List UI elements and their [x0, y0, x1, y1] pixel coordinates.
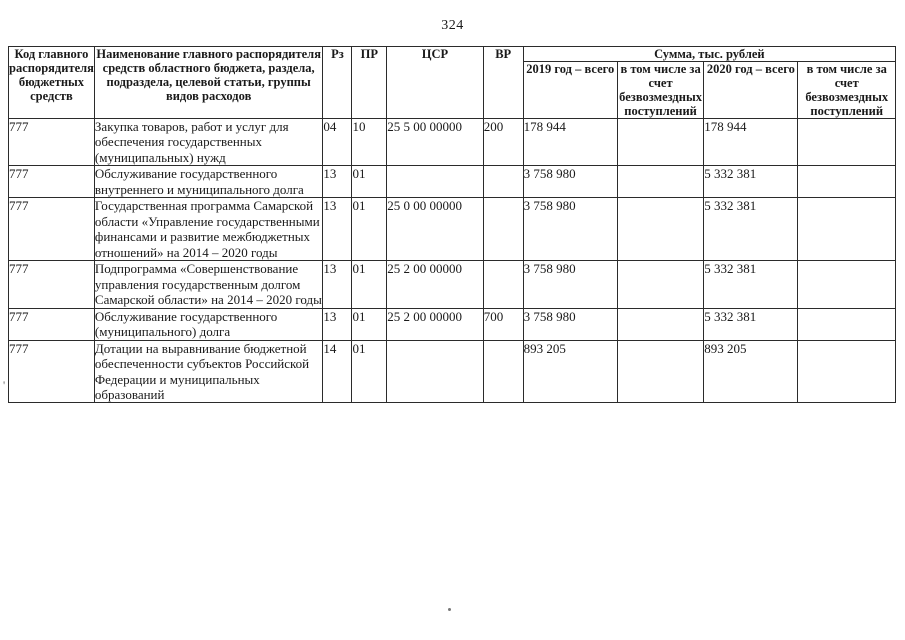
table-row: [9, 198, 896, 261]
cell-rz: 13: [323, 308, 352, 340]
cell-tsr: 25 0 00 00000: [387, 198, 484, 261]
cell-rz: 13: [323, 261, 352, 308]
cell-pr: 01: [352, 261, 387, 308]
header-year-2020-subsidies: в том числе за счет безвозмездных поступлений: [798, 62, 896, 119]
table-row: [9, 166, 896, 198]
header-tsr: ЦСР: [387, 47, 484, 119]
page-number: 324: [441, 18, 464, 33]
cell-pr: 01: [352, 340, 387, 403]
cell-rz: 13: [323, 198, 352, 261]
cell-vr: 700: [483, 308, 523, 340]
cell-year-2020-subsidies: [798, 198, 896, 261]
cell-kod: 777: [9, 308, 95, 340]
cell-rz: 13: [323, 166, 352, 198]
cell-year-2019: 893 205: [523, 340, 617, 403]
cell-year-2019-subsidies: [617, 198, 703, 261]
cell-name: Обслуживание государственного (муниципального) долга: [94, 308, 323, 340]
cell-tsr: [387, 166, 484, 198]
cell-year-2019: 178 944: [523, 119, 617, 166]
cell-pr: 01: [352, 198, 387, 261]
cell-rz: 04: [323, 119, 352, 166]
header-sum-group: Сумма, тыс. рублей: [523, 47, 895, 62]
cell-vr: [483, 261, 523, 308]
table-row: [9, 308, 896, 340]
cell-year-2020: 893 205: [704, 340, 798, 403]
header-name: Наименование главного распорядителя средств областного бюджета, раздела, подраздела, целевой статьи, группы видов расходов: [94, 47, 323, 119]
cell-year-2019-subsidies: [617, 261, 703, 308]
cell-name: Дотации на выравнивание бюджетной обеспеченности субъектов Российской Федерации и муниципальных образований: [94, 340, 323, 403]
cell-tsr: 25 2 00 00000: [387, 308, 484, 340]
cell-vr: [483, 198, 523, 261]
cell-year-2019-subsidies: [617, 340, 703, 403]
cell-kod: 777: [9, 340, 95, 403]
cell-year-2019: 3 758 980: [523, 198, 617, 261]
cell-tsr: [387, 340, 484, 403]
cell-year-2020: 5 332 381: [704, 261, 798, 308]
cell-year-2020-subsidies: [798, 308, 896, 340]
cell-kod: 777: [9, 198, 95, 261]
table-row: [9, 119, 896, 166]
cell-year-2019-subsidies: [617, 308, 703, 340]
cell-year-2019-subsidies: [617, 119, 703, 166]
cell-year-2019-subsidies: [617, 166, 703, 198]
table-row: [9, 261, 896, 308]
scan-artifact-dot: [448, 608, 451, 611]
cell-vr: 200: [483, 119, 523, 166]
cell-year-2020: 5 332 381: [704, 198, 798, 261]
header-year-2020: 2020 год – всего: [704, 62, 798, 119]
cell-rz: 14: [323, 340, 352, 403]
cell-year-2019: 3 758 980: [523, 166, 617, 198]
cell-kod: 777: [9, 166, 95, 198]
cell-pr: 01: [352, 308, 387, 340]
cell-kod: 777: [9, 261, 95, 308]
cell-year-2020-subsidies: [798, 261, 896, 308]
cell-name: Государственная программа Самарской области «Управление государственными финансами и развитие межбюджетных отношений» на 2014 – 2020 годы: [94, 198, 323, 261]
header-year-2019: 2019 год – всего: [523, 62, 617, 119]
table-row: [9, 340, 896, 403]
cell-name: Подпрограмма «Совершенствование управления государственным долгом Самарской области» на 2014 – 2020 годы: [94, 261, 322, 308]
cell-year-2020: 5 332 381: [704, 308, 798, 340]
table-body: [9, 119, 896, 403]
scan-artifact-mark: ': [3, 378, 6, 392]
cell-year-2020-subsidies: [798, 166, 896, 198]
cell-year-2019: 3 758 980: [523, 261, 617, 308]
header-kod: Код главного распорядителя бюджетных средств: [9, 47, 95, 119]
cell-vr: [483, 166, 523, 198]
header-rz: Рз: [323, 47, 352, 119]
cell-tsr: 25 2 00 00000: [387, 261, 484, 308]
table-header: [9, 47, 896, 119]
cell-kod: 777: [9, 119, 95, 166]
cell-tsr: 25 5 00 00000: [387, 119, 484, 166]
header-year-2019-subsidies: в том числе за счет безвозмездных поступлений: [619, 62, 702, 118]
header-vr: ВР: [483, 47, 523, 119]
cell-year-2020: 5 332 381: [704, 166, 798, 198]
cell-year-2020-subsidies: [798, 340, 896, 403]
cell-vr: [483, 340, 523, 403]
cell-name: Закупка товаров, работ и услуг для обеспечения государственных (муниципальных) нужд: [94, 119, 323, 166]
cell-year-2020-subsidies: [798, 119, 896, 166]
cell-year-2020: 178 944: [704, 119, 798, 166]
header-pr: ПР: [352, 47, 387, 119]
budget-table: [8, 46, 896, 403]
header-row-top: [9, 47, 896, 62]
cell-pr: 01: [352, 166, 387, 198]
cell-name: Обслуживание государственного внутреннего и муниципального долга: [94, 166, 323, 198]
cell-pr: 10: [352, 119, 387, 166]
cell-year-2019: 3 758 980: [523, 308, 617, 340]
